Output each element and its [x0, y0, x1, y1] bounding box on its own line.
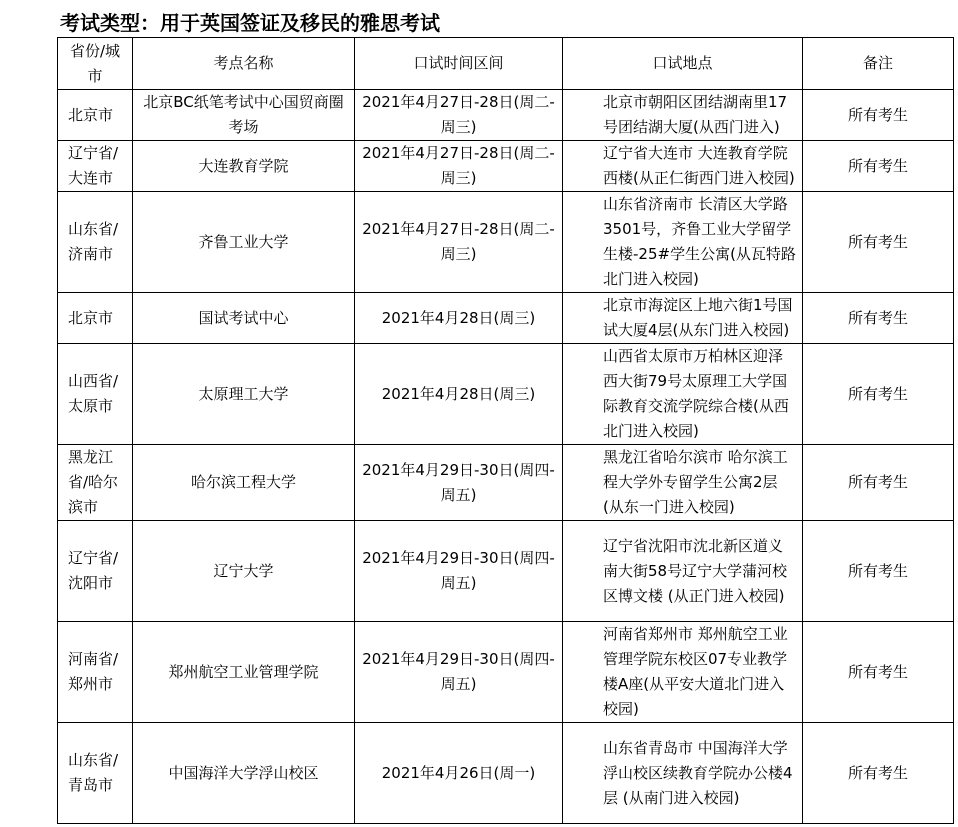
table-body [58, 90, 954, 824]
speaking-location-cell [563, 445, 803, 521]
city-cell-text: 辽宁省/大连市 [68, 144, 119, 187]
note-cell-text: 所有考生 [847, 561, 908, 580]
header-time: 口试时间区间 [355, 38, 563, 90]
speaking-location-cell [563, 141, 803, 192]
exam-center-cell [133, 141, 355, 192]
speaking-location-cell-text: 山东省济南市 长清区大学路3501号，齐鲁工业大学留学生楼-25#学生公寓(从瓦特路北门进入校园) [603, 195, 796, 288]
city-cell [58, 192, 133, 293]
note-cell [803, 293, 954, 344]
note-cell [803, 90, 954, 141]
speaking-time-cell [355, 445, 563, 521]
city-cell-text: 辽宁省/沈阳市 [68, 549, 119, 592]
speaking-time-cell-text: 2021年4月29日-30日(周四-周五) [362, 460, 555, 504]
table-header-row [58, 38, 954, 90]
exam-center-cell [133, 344, 355, 445]
exam-center-cell [133, 723, 355, 824]
speaking-time-cell-text: 2021年4月29日-30日(周四-周五) [362, 650, 555, 693]
note-cell-text: 所有考生 [847, 763, 908, 782]
exam-schedule-table [57, 37, 954, 824]
note-cell-text: 所有考生 [847, 473, 908, 491]
exam-center-cell-text: 中国海洋大学浮山校区 [168, 763, 319, 782]
note-cell [803, 192, 954, 293]
speaking-location-cell [563, 344, 803, 445]
table-row [58, 192, 954, 293]
speaking-time-cell-text: 2021年4月26日(周一) [381, 763, 536, 782]
speaking-time-cell-text: 2021年4月28日(周三) [381, 308, 536, 327]
speaking-time-cell-text: 2021年4月27日-28日(周二-周三) [362, 93, 555, 136]
speaking-time-cell [355, 521, 563, 622]
speaking-time-cell [355, 141, 563, 192]
speaking-time-cell [355, 344, 563, 445]
speaking-location-cell-text: 北京市海淀区上地六街1号国试大厦4层(从东门进入校园) [603, 296, 793, 339]
speaking-location-cell [563, 293, 803, 344]
exam-center-cell [133, 622, 355, 723]
exam-center-cell-text: 齐鲁工业大学 [198, 232, 289, 251]
speaking-time-cell [355, 293, 563, 344]
speaking-location-cell [563, 622, 803, 723]
speaking-time-cell [355, 723, 563, 824]
speaking-time-cell-text: 2021年4月29日-30日(周四-周五) [362, 549, 555, 592]
exam-center-cell [133, 192, 355, 293]
header-note: 备注 [803, 38, 954, 90]
speaking-location-cell-text: 黑龙江省哈尔滨市 哈尔滨工程大学外专留学生公寓2层 (从东一门进入校园) [603, 448, 788, 516]
speaking-location-cell-text: 辽宁省沈阳市沈北新区道义南大街58号辽宁大学蒲河校区博文楼 (从正门进入校园) [603, 536, 788, 605]
city-cell [58, 141, 133, 192]
note-cell-text: 所有考生 [847, 308, 908, 327]
exam-center-cell-text: 辽宁大学 [213, 561, 274, 580]
exam-center-cell [133, 445, 355, 521]
exam-center-cell [133, 521, 355, 622]
city-cell-text: 北京市 [68, 105, 114, 124]
speaking-location-cell [563, 723, 803, 824]
note-cell [803, 344, 954, 445]
header-center: 考点名称 [133, 38, 355, 90]
city-cell-text: 黑龙江省/哈尔滨市 [68, 448, 119, 516]
speaking-location-cell-text: 辽宁省大连市 大连教育学院西楼(从正仁街西门进入校园) [603, 144, 795, 187]
note-cell-text: 所有考生 [847, 156, 908, 175]
city-cell-text: 北京市 [68, 308, 114, 327]
speaking-time-cell [355, 192, 563, 293]
city-cell [58, 445, 133, 521]
speaking-location-cell [563, 192, 803, 293]
note-cell-text: 所有考生 [847, 232, 908, 251]
city-cell-text: 山东省/济南市 [68, 220, 119, 263]
speaking-location-cell-text: 山西省太原市万柏林区迎泽西大街79号太原理工大学国际教育交流学院综合楼(从西北门进入校园) [603, 347, 789, 440]
note-cell-text: 所有考生 [847, 384, 908, 403]
speaking-time-cell [355, 622, 563, 723]
note-cell [803, 723, 954, 824]
header-city: 省份/城市 [58, 38, 133, 90]
speaking-time-cell-text: 2021年4月27日-28日(周二-周三) [362, 144, 555, 187]
city-cell-text: 河南省/郑州市 [68, 650, 119, 693]
city-cell [58, 521, 133, 622]
table-row [58, 344, 954, 445]
table-row [58, 723, 954, 824]
table-row [58, 445, 954, 521]
note-cell [803, 622, 954, 723]
header-location: 口试地点 [563, 38, 803, 90]
speaking-time-cell-text: 2021年4月27日-28日(周二-周三) [362, 220, 555, 263]
city-cell [58, 723, 133, 824]
table-row [58, 141, 954, 192]
note-cell [803, 141, 954, 192]
speaking-location-cell-text: 河南省郑州市 郑州航空工业管理学院东校区07专业教学楼A座(从平安大道北门进入校园) [603, 625, 788, 718]
speaking-time-cell [355, 90, 563, 141]
city-cell [58, 622, 133, 723]
note-cell [803, 521, 954, 622]
table-row [58, 90, 954, 141]
exam-center-cell-text: 哈尔滨工程大学 [190, 473, 296, 491]
city-cell [58, 90, 133, 141]
note-cell-text: 所有考生 [847, 105, 908, 124]
page-title: 考试类型：用于英国签证及移民的雅思考试 [60, 11, 440, 35]
table-row [58, 293, 954, 344]
table-row [58, 521, 954, 622]
speaking-location-cell-text: 山东省青岛市 中国海洋大学浮山校区续教育学院办公楼4层 (从南门进入校园) [603, 738, 793, 807]
exam-center-cell [133, 293, 355, 344]
exam-center-cell-text: 国试考试中心 [198, 308, 289, 327]
city-cell [58, 293, 133, 344]
city-cell-text: 山东省/青岛市 [68, 751, 119, 794]
exam-center-cell-text: 北京BC纸笔考试中心国贸商圈考场 [143, 93, 344, 136]
exam-center-cell-text: 太原理工大学 [198, 384, 289, 403]
speaking-time-cell-text: 2021年4月28日(周三) [381, 384, 536, 403]
exam-center-cell-text: 郑州航空工业管理学院 [168, 662, 319, 681]
speaking-location-cell-text: 北京市朝阳区团结湖南里17号团结湖大厦(从西门进入) [603, 93, 788, 136]
exam-center-cell-text: 大连教育学院 [198, 156, 289, 175]
city-cell-text: 山西省/太原市 [68, 372, 119, 415]
exam-center-cell [133, 90, 355, 141]
city-cell [58, 344, 133, 445]
note-cell [803, 445, 954, 521]
note-cell-text: 所有考生 [847, 662, 908, 681]
table-row [58, 622, 954, 723]
speaking-location-cell [563, 90, 803, 141]
speaking-location-cell [563, 521, 803, 622]
